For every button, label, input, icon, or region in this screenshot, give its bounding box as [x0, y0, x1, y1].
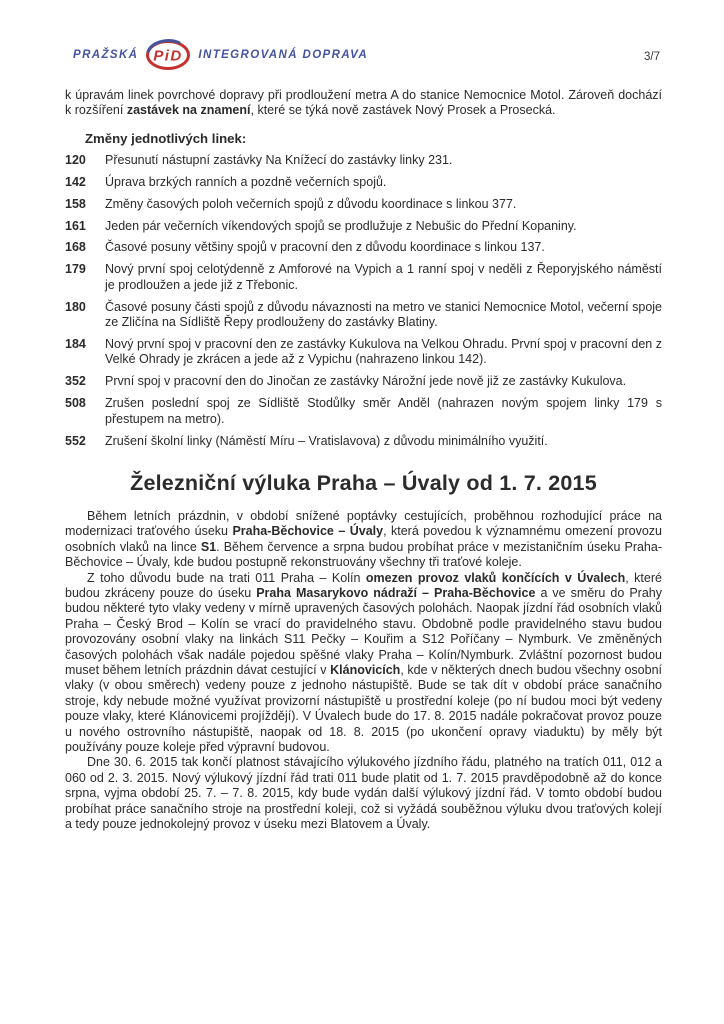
list-item [65, 300, 662, 331]
list-item [65, 219, 662, 234]
pid-emblem-text: PiD [153, 47, 183, 65]
article-paragraph: Během letních prázdnin, v období snížené poptávky cestujících, proběhnou rozhodující práce na modernizaci traťového úseku Praha-Běchovice – Úvaly, která povedou k významnému omezení provozu osobních vlaků na lince S1. Během července a srpna budou probíhat práce v mezistaničním úseku Praha-Běchovice – Úvaly, kde budou postupně rekonstruovány všechny tři traťové koleje. [65, 508, 662, 570]
list-item [65, 396, 662, 427]
page-number: 3/7 [644, 51, 660, 63]
article-paragraph: Z toho důvodu bude na trati 011 Praha – Kolín omezen provoz vlaků končících v Úvalech, které budou zkráceny pouze do úseku Praha Masarykovo nádraží – Praha-Běchovice a ve směru do Prahy budou některé tyto vlaky vedeny v mírně upravených časových polohách. Naopak jízdní řád osobních vlaků Praha – Český Brod – Kolín se vrací do pravidelného stavu. Obdobně podle pravidelného stavu budou provozovány osobní vlaky na linkách S11 Pečky – Kouřim a S12 Poříčany – Nymburk. Ve změněných časových polohách však nadále pojedou spěšné vlaky Praha – Kolín/Nymburk. Zvláštní pozornost budou muset během letních prázdnin dávat cestující v Klánovicích, kde v některých dnech budou všechny osobní vlaky (v obou směrech) vedeny pouze z jednoho nástupiště. Bude se tak dít v období práce sanačního stroje, kdy nebude možné využívat provizorní nástupiště u prostřední koleje (po ní budou moci být vedeny pouze vlaky, které Klánovicemi projíždějí). V Úvalech bude do 17. 8. 2015 nadále pokračovat provoz pouze u nového ostrovního nástupiště, naopak od 18. 8. 2015 (po ukončení opravy viaduktu) by měly být používány pouze koleje před výpravní budovou. [65, 570, 662, 754]
line-change-text: Zrušení školní linky (Náměstí Míru – Vratislavova) z důvodu minimálního využití. [105, 433, 548, 448]
line-number: 158 [65, 196, 86, 211]
line-change-text: Úprava brzkých ranních a pozdně večerních spojů. [105, 174, 387, 189]
line-number: 179 [65, 262, 86, 277]
list-item [65, 240, 662, 255]
article-paragraph: Dne 30. 6. 2015 tak končí platnost stávajícího výlukového jízdního řádu, platného na tratích 011, 012 a 060 od 2. 3. 2015. Nový výlukový jízdní řád trati 011 bude platit od 1. 7. 2015 pravděpodobně až do konce srpna, vyjma období 25. 7. – 7. 8. 2015, kdy bude vydán další výlukový jízdní řád. V tomto období budou probíhat práce sanačního stroje na prostřední koleji, což si vyžádá souběžnou výluku dvou traťových kolejí a tedy pouze jednokolejný provoz v úseku mezi Blatovem a Úvaly. [65, 755, 662, 832]
line-number: 168 [65, 240, 86, 255]
line-number: 180 [65, 299, 86, 314]
logo-prefix-text: PRAŽSKÁ [73, 49, 139, 61]
intro-paragraph: k úpravám linek povrchové dopravy při prodloužení metra A do stanice Nemocnice Motol. Zároveň dochází k rozšíření zastávek na znamení, které se týká nově zastávek Nový Prosek a Prosecká. [65, 88, 662, 118]
line-change-text: Časové posuny části spojů z důvodu návaznosti na metro ve stanici Nemocnice Motol, večerní spoje ze Zličína na Sídliště Řepy prodlouženy do zastávky Blatiny. [105, 299, 662, 330]
list-item [65, 434, 662, 449]
list-item [65, 153, 662, 168]
line-changes-list [65, 153, 662, 449]
pid-emblem-icon [145, 38, 191, 72]
line-number: 142 [65, 174, 86, 189]
line-change-text: Zrušen poslední spoj ze Sídliště Stodůlky směr Anděl (nahrazen novým spojem linky 179 s přestupem na metro). [105, 396, 662, 426]
list-item [65, 175, 662, 190]
changes-heading: Změny jednotlivých linek: [85, 130, 247, 146]
line-change-text: První spoj v pracovní den do Jinočan ze zastávky Nárožní jede nově již ze zastávky Kukulova. [105, 374, 627, 389]
line-number: 508 [65, 396, 86, 411]
pid-logo [73, 38, 368, 72]
list-item [65, 374, 662, 389]
line-change-text: Jeden pár večerních víkendových spojů se prodlužuje z Nebušic do Přední Kopaniny. [105, 218, 577, 233]
list-item [65, 197, 662, 212]
line-change-text: Časové posuny většiny spojů v pracovní den z důvodu koordinace s linkou 137. [105, 240, 545, 255]
logo-suffix-text: INTEGROVANÁ DOPRAVA [198, 49, 369, 61]
page-header [73, 38, 662, 72]
line-change-text: Přesunutí nástupní zastávky Na Knížecí do zastávky linky 231. [105, 152, 453, 167]
line-change-text: Nový první spoj v pracovní den ze zastávky Kukulova na Velkou Ohradu. První spoj v pracovní den z Velké Ohrady je zkrácen a jede až z Vypichu (nahrazeno linkou 142). [105, 336, 662, 367]
line-number: 120 [65, 152, 86, 167]
line-change-text: Nový první spoj celotýdenně z Amforové na Vypich a 1 ranní spoj v neděli z Řeporyjského náměstí je prodloužen a jede již z Třebonic. [105, 262, 662, 292]
list-item [65, 262, 662, 293]
line-number: 161 [65, 218, 86, 233]
line-number: 352 [65, 374, 86, 389]
line-number: 184 [65, 336, 86, 351]
article-title: Železniční výluka Praha – Úvaly od 1. 7. 2015 [130, 470, 597, 495]
line-number: 552 [65, 433, 86, 448]
list-item [65, 337, 662, 368]
line-change-text: Změny časových poloh večerních spojů z důvodu koordinace s linkou 377. [105, 196, 517, 211]
